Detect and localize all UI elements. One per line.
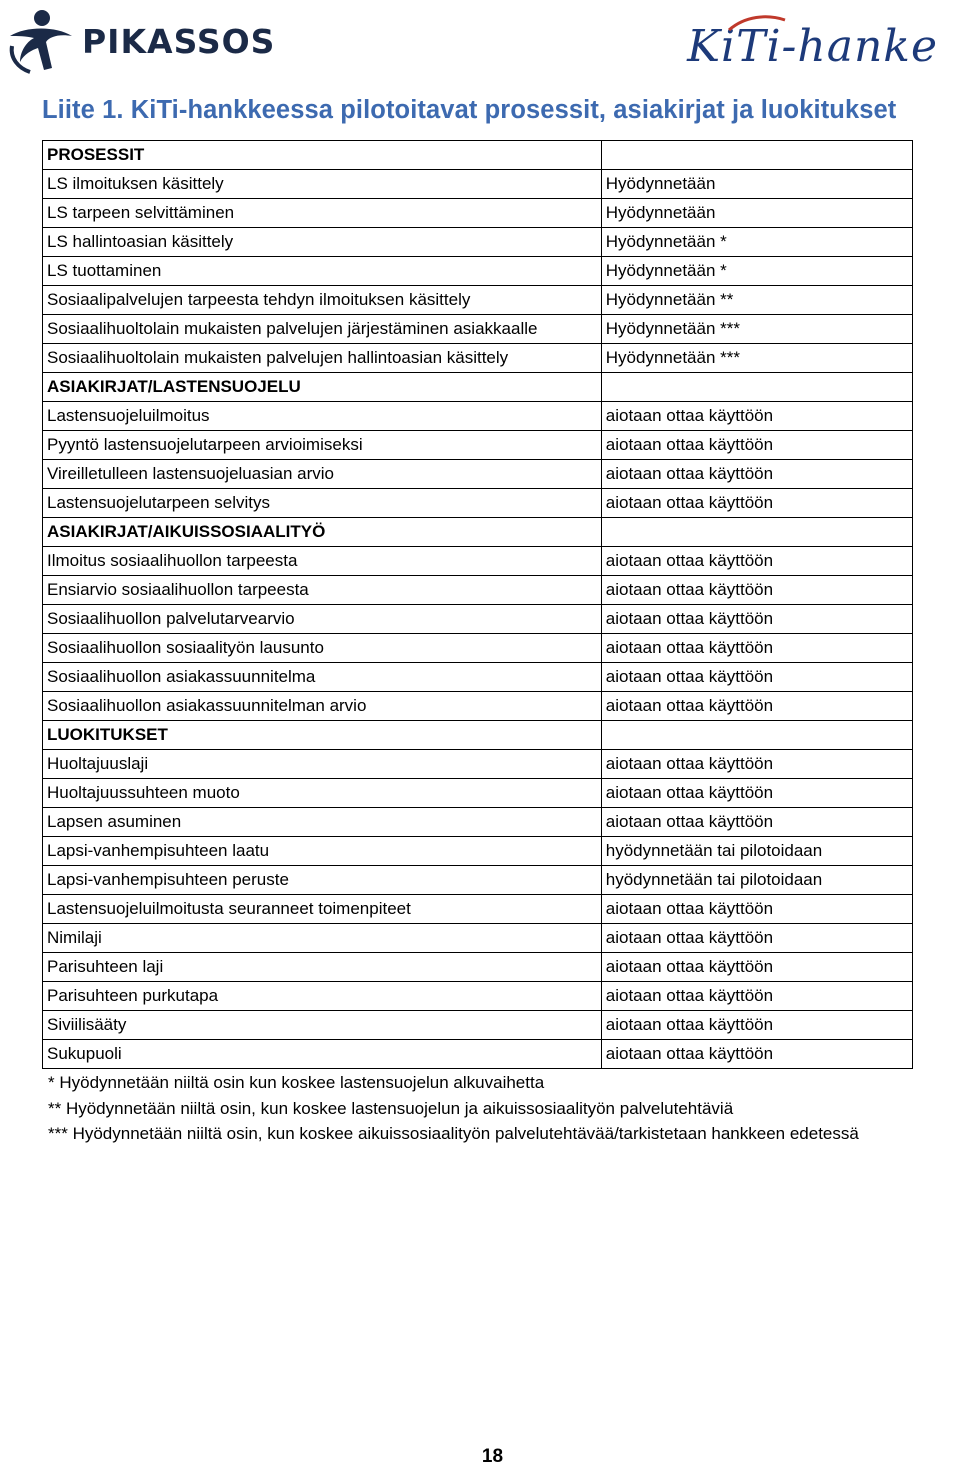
table-row [43, 286, 913, 315]
table-row [43, 576, 913, 605]
item-cell: Vireilletulleen lastensuojeluasian arvio [43, 460, 602, 489]
section-heading-empty-cell [601, 141, 912, 170]
item-cell: Lastensuojeluilmoitusta seuranneet toimenpiteet [43, 895, 602, 924]
table-row [43, 1011, 913, 1040]
status-cell: aiotaan ottaa käyttöön [601, 489, 912, 518]
table-row [43, 663, 913, 692]
status-cell: aiotaan ottaa käyttöön [601, 547, 912, 576]
status-cell: Hyödynnetään *** [601, 344, 912, 373]
item-cell: Huoltajuuslaji [43, 750, 602, 779]
item-cell: LS ilmoituksen käsittely [43, 170, 602, 199]
section-heading: ASIAKIRJAT/AIKUISSOSIAALITYÖ [43, 518, 602, 547]
item-cell: Pyyntö lastensuojelutarpeen arvioimiseksi [43, 431, 602, 460]
status-cell: aiotaan ottaa käyttöön [601, 750, 912, 779]
table-row [43, 402, 913, 431]
table-row [43, 895, 913, 924]
item-cell: Lapsen asuminen [43, 808, 602, 837]
table-row [43, 547, 913, 576]
status-cell: aiotaan ottaa käyttöön [601, 1040, 912, 1069]
status-cell: aiotaan ottaa käyttöön [601, 953, 912, 982]
item-cell: Siviilisääty [43, 1011, 602, 1040]
status-cell: aiotaan ottaa käyttöön [601, 402, 912, 431]
item-cell: Sosiaalihuollon asiakassuunnitelman arvio [43, 692, 602, 721]
item-cell: Ensiarvio sosiaalihuollon tarpeesta [43, 576, 602, 605]
table-row [43, 199, 913, 228]
table-row [43, 634, 913, 663]
item-cell: LS hallintoasian käsittely [43, 228, 602, 257]
item-cell: LS tuottaminen [43, 257, 602, 286]
kiti-hanke-logo [687, 14, 938, 78]
status-cell: aiotaan ottaa käyttöön [601, 895, 912, 924]
section-heading-empty-cell [601, 721, 912, 750]
item-cell: Sosiaalihuollon sosiaalityön lausunto [43, 634, 602, 663]
section-header-row [43, 373, 913, 402]
status-cell: aiotaan ottaa käyttöön [601, 1011, 912, 1040]
page-number: 18 [481, 1446, 504, 1467]
status-cell: hyödynnetään tai pilotoidaan [601, 866, 912, 895]
section-header-row [43, 141, 913, 170]
status-cell: aiotaan ottaa käyttöön [601, 663, 912, 692]
pikassos-figure-icon [6, 6, 76, 74]
pikassos-wordmark: PIKASSOS [82, 21, 276, 61]
section-heading: LUOKITUKSET [43, 721, 602, 750]
page-title: Liite 1. KiTi-hankkeessa pilotoitavat prosessit, asiakirjat ja luokitukset [42, 96, 897, 124]
item-cell: LS tarpeen selvittäminen [43, 199, 602, 228]
item-cell: Ilmoitus sosiaalihuollon tarpeesta [43, 547, 602, 576]
table-row [43, 257, 913, 286]
footnote: * Hyödynnetään niiltä osin kun koskee lastensuojelun alkuvaihetta [48, 1073, 545, 1092]
footnote: ** Hyödynnetään niiltä osin, kun koskee lastensuojelun ja aikuissosiaalityön palvelutehtäviä [48, 1098, 734, 1118]
status-cell: Hyödynnetään [601, 170, 912, 199]
pilot-table [42, 140, 913, 1069]
table-row [43, 692, 913, 721]
status-cell: aiotaan ottaa käyttöön [601, 924, 912, 953]
item-cell: Lastensuojeluilmoitus [43, 402, 602, 431]
item-cell: Lastensuojelutarpeen selvitys [43, 489, 602, 518]
table-row [43, 489, 913, 518]
table-row [43, 924, 913, 953]
status-cell: aiotaan ottaa käyttöön [601, 779, 912, 808]
table-row [43, 228, 913, 257]
section-header-row [43, 721, 913, 750]
item-cell: Parisuhteen laji [43, 953, 602, 982]
status-cell: aiotaan ottaa käyttöön [601, 808, 912, 837]
item-cell: Nimilaji [43, 924, 602, 953]
page-header [0, 0, 960, 90]
footnote: *** Hyödynnetään niiltä osin, kun koskee aikuissosiaalityön palvelutehtävää/tarkistetaan hankkeen edetessä [48, 1124, 859, 1143]
status-cell: aiotaan ottaa käyttöön [601, 460, 912, 489]
status-cell: aiotaan ottaa käyttöön [601, 431, 912, 460]
table-row [43, 1040, 913, 1069]
table-row [43, 431, 913, 460]
section-heading-empty-cell [601, 518, 912, 547]
table-row [43, 779, 913, 808]
item-cell: Huoltajuussuhteen muoto [43, 779, 602, 808]
table-row [43, 808, 913, 837]
item-cell: Sosiaalihuoltolain mukaisten palvelujen järjestäminen asiakkaalle [43, 315, 602, 344]
pikassos-logo [6, 4, 275, 76]
swoosh-icon [727, 14, 787, 34]
item-cell: Sosiaalihuoltolain mukaisten palvelujen hallintoasian käsittely [43, 344, 602, 373]
table-row [43, 170, 913, 199]
status-cell: Hyödynnetään *** [601, 315, 912, 344]
status-cell: Hyödynnetään [601, 199, 912, 228]
status-cell: aiotaan ottaa käyttöön [601, 634, 912, 663]
status-cell: Hyödynnetään * [601, 257, 912, 286]
section-heading: PROSESSIT [43, 141, 602, 170]
section-header-row [43, 518, 913, 547]
status-cell: aiotaan ottaa käyttöön [601, 982, 912, 1011]
status-cell: aiotaan ottaa käyttöön [601, 576, 912, 605]
table-row [43, 344, 913, 373]
item-cell: Sosiaalipalvelujen tarpeesta tehdyn ilmoituksen käsittely [43, 286, 602, 315]
status-cell: Hyödynnetään * [601, 228, 912, 257]
status-cell: aiotaan ottaa käyttöön [601, 692, 912, 721]
status-cell: hyödynnetään tai pilotoidaan [601, 837, 912, 866]
table-row [43, 605, 913, 634]
footnotes [48, 1070, 859, 1147]
section-heading-empty-cell [601, 373, 912, 402]
item-cell: Sukupuoli [43, 1040, 602, 1069]
table-row [43, 460, 913, 489]
kiti-wordmark: KiTi-hanke [687, 20, 938, 72]
item-cell: Sosiaalihuollon palvelutarvearvio [43, 605, 602, 634]
table-row [43, 953, 913, 982]
item-cell: Parisuhteen purkutapa [43, 982, 602, 1011]
item-cell: Lapsi-vanhempisuhteen laatu [43, 837, 602, 866]
table-row [43, 750, 913, 779]
table-row [43, 837, 913, 866]
table-row [43, 315, 913, 344]
table-row [43, 866, 913, 895]
status-cell: Hyödynnetään ** [601, 286, 912, 315]
table-row [43, 982, 913, 1011]
section-heading: ASIAKIRJAT/LASTENSUOJELU [43, 373, 602, 402]
item-cell: Lapsi-vanhempisuhteen peruste [43, 866, 602, 895]
item-cell: Sosiaalihuollon asiakassuunnitelma [43, 663, 602, 692]
status-cell: aiotaan ottaa käyttöön [601, 605, 912, 634]
